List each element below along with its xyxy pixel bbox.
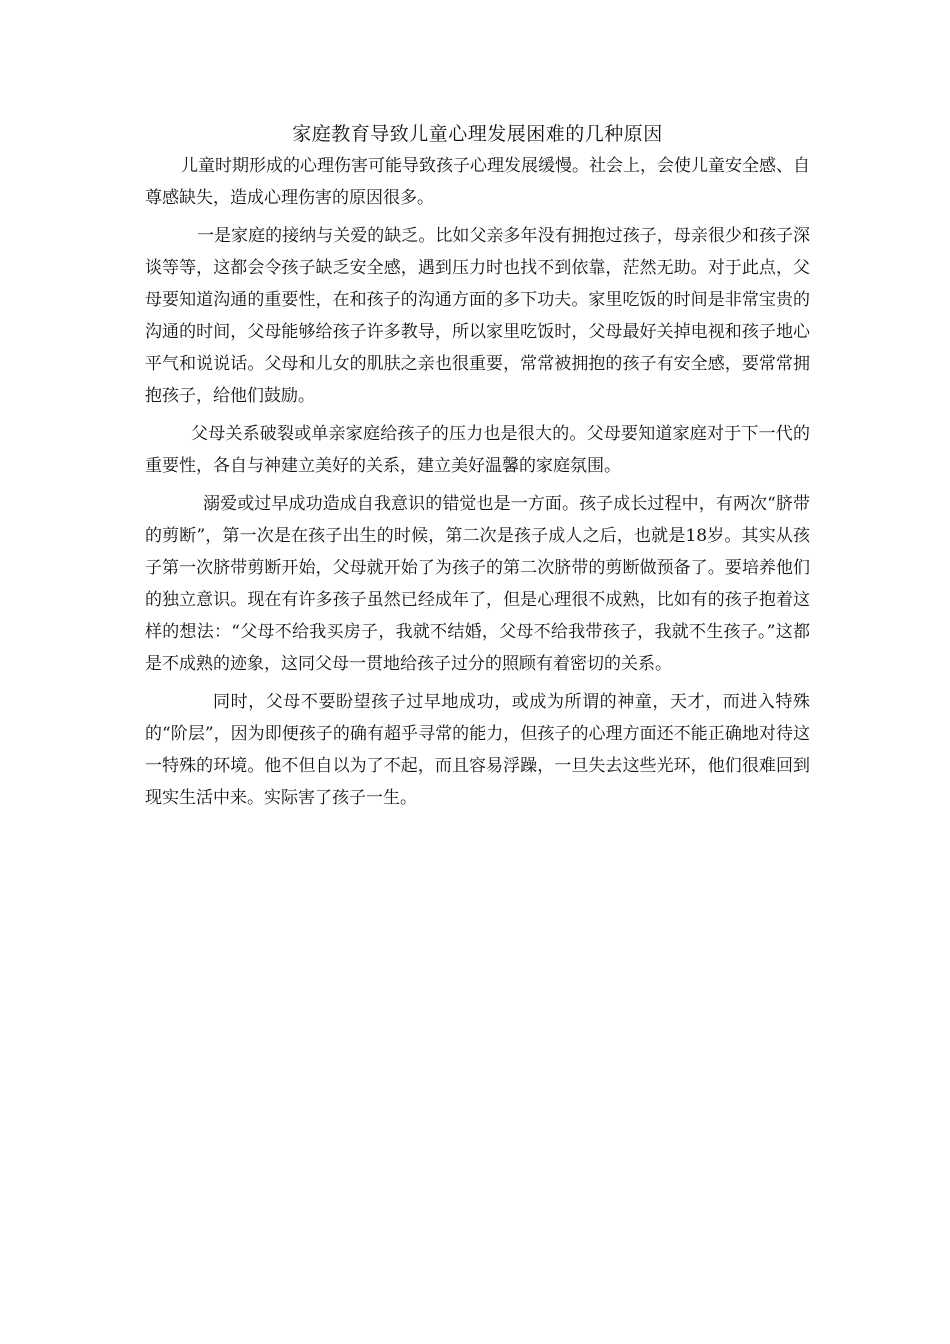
paragraph-lack-of-care: 一是家庭的接纳与关爱的缺乏。比如父亲多年没有拥抱过孩子，母亲很少和孩子深谈等等，这都会令孩子缺乏安全感，遇到压力时也找不到依靠，茫然无助。对于此点，父母要知道沟通的重要性，在和孩子的沟通方面的多下功夫。家里吃饭的时间是非常宝贵的沟通的时间，父母能够给孩子许多教导，所以家里吃饭时，父母最好关掉电视和孩子地心平气和说说话。父母和儿女的肌肤之亲也很重要，常常被拥抱的孩子有安全感，要常常拥抱孩子，给他们鼓励。 bbox=[145, 226, 810, 406]
paragraph-early-success: 同时，父母不要盼望孩子过早地成功，或成为所谓的神童，天才，而进入特殊的“阶层”，因为即便孩子的确有超乎寻常的能力，但孩子的心理方面还不能正确地对待这一特殊的环境。他不但自以为了不起，而且容易浮躁，一旦失去这些光环，他们很难回到现实生活中来。实际害了孩子一生。 bbox=[145, 692, 810, 808]
paragraph-intro: 儿童时期形成的心理伤害可能导致孩子心理发展缓慢。社会上，会使儿童安全感、自尊感缺失，造成心理伤害的原因很多。 bbox=[145, 156, 810, 208]
paragraph-spoiling: 溺爱或过早成功造成自我意识的错觉也是一方面。孩子成长过程中，有两次“脐带的剪断”，第一次是在孩子出生的时候，第二次是孩子成人之后，也就是18岁。其实从孩子第一次脐带剪断开始，父母就开始了为孩子的第二次脐带的剪断做预备了。要培养他们的独立意识。现在有许多孩子虽然已经成年了，但是心理很不成熟，比如有的孩子抱着这样的想法：“父母不给我买房子，我就不结婚，父母不给我带孩子，我就不生孩子。”这都是不成熟的迹象，这同父母一贯地给孩子过分的照顾有着密切的关系。 bbox=[145, 494, 810, 674]
document-title: 家庭教育导致儿童心理发展困难的几种原因 bbox=[292, 123, 663, 145]
document-page bbox=[145, 118, 810, 814]
paragraph-broken-family: 父母关系破裂或单亲家庭给孩子的压力也是很大的。父母要知道家庭对于下一代的重要性，各自与神建立美好的关系，建立美好温馨的家庭氛围。 bbox=[145, 424, 810, 476]
